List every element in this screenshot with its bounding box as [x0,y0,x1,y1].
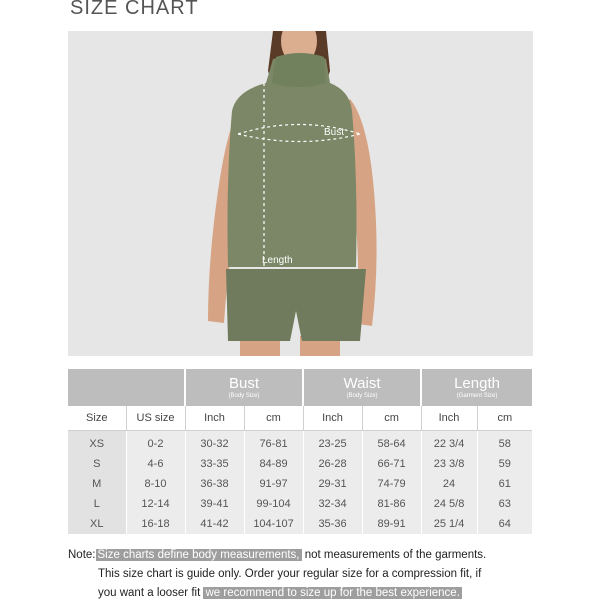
length-label: Length [262,255,293,266]
table-row [68,431,532,455]
table-cell: 26-28 [303,454,362,474]
table-cell: 91-97 [244,474,303,494]
table-cell: 4-6 [126,454,185,474]
note-line-guide: This size chart is guide only. Order your regular size for a compression fit, if [98,568,482,580]
table-cell: 35-36 [303,514,362,534]
note-text-loose: you want a looser fit [98,587,204,599]
table-cell: 58-64 [362,431,421,455]
table-cell: 0-2 [126,431,185,455]
note-highlight-size-up: we recommend to size up for the best experience. [205,587,460,599]
table-row [68,514,532,534]
model-illustration [68,31,533,356]
size-chart-table [68,369,532,534]
table-cell: 74-79 [362,474,421,494]
table-cell: XL [68,514,126,534]
col-length-cm: cm [477,406,532,431]
table-cell: 12-14 [126,494,185,514]
table-cell: 24 [421,474,477,494]
col-us-size: US size [126,406,185,431]
table-subheader [68,406,532,431]
table-row [68,474,532,494]
note-text-garments: not measurements of the garments. [301,549,487,561]
table-cell: 64 [477,514,532,534]
col-size: Size [68,406,126,431]
table-cell: L [68,494,126,514]
table-cell: 23-25 [303,431,362,455]
table-cell: 81-86 [362,494,421,514]
note-label: Note: [68,549,96,561]
table-cell: M [68,474,126,494]
table-cell: 36-38 [185,474,244,494]
table-cell: 63 [477,494,532,514]
table-cell: 59 [477,454,532,474]
table-cell: 104-107 [244,514,303,534]
note-line-loose [68,584,538,603]
table-group-header [68,369,532,406]
table-cell: S [68,454,126,474]
col-length-inch: Inch [421,406,477,431]
table-cell: 22 3/4 [421,431,477,455]
col-waist-cm: cm [362,406,421,431]
col-bust-cm: cm [244,406,303,431]
table-cell: 32-34 [303,494,362,514]
table-cell: 58 [477,431,532,455]
table-cell: 16-18 [126,514,185,534]
table-cell: 76-81 [244,431,303,455]
table-cell: 24 5/8 [421,494,477,514]
table-cell: 8-10 [126,474,185,494]
table-cell: 61 [477,474,532,494]
table-cell: 41-42 [185,514,244,534]
size-note [68,546,538,603]
page-title: SIZE CHART [70,0,199,19]
note-highlight-body: Size charts define body measurements, [97,549,300,561]
table-cell: 66-71 [362,454,421,474]
table-cell: 29-31 [303,474,362,494]
group-header-bust: Bust (Body Size) [185,369,303,406]
table-cell: 39-41 [185,494,244,514]
model-photo [68,31,533,356]
table-cell: 33-35 [185,454,244,474]
col-waist-inch: Inch [303,406,362,431]
table-cell: 23 3/8 [421,454,477,474]
table-row [68,494,532,514]
table-cell: 84-89 [244,454,303,474]
group-header-empty [68,369,185,406]
table-row [68,454,532,474]
table-cell: 30-32 [185,431,244,455]
col-bust-inch: Inch [185,406,244,431]
group-header-length: Length (Garment Size) [421,369,532,406]
table-cell: 25 1/4 [421,514,477,534]
bust-label: Bust [324,127,345,138]
table-cell: 99-104 [244,494,303,514]
group-header-waist: Waist (Body Size) [303,369,421,406]
table-cell: 89-91 [362,514,421,534]
table-cell: XS [68,431,126,455]
